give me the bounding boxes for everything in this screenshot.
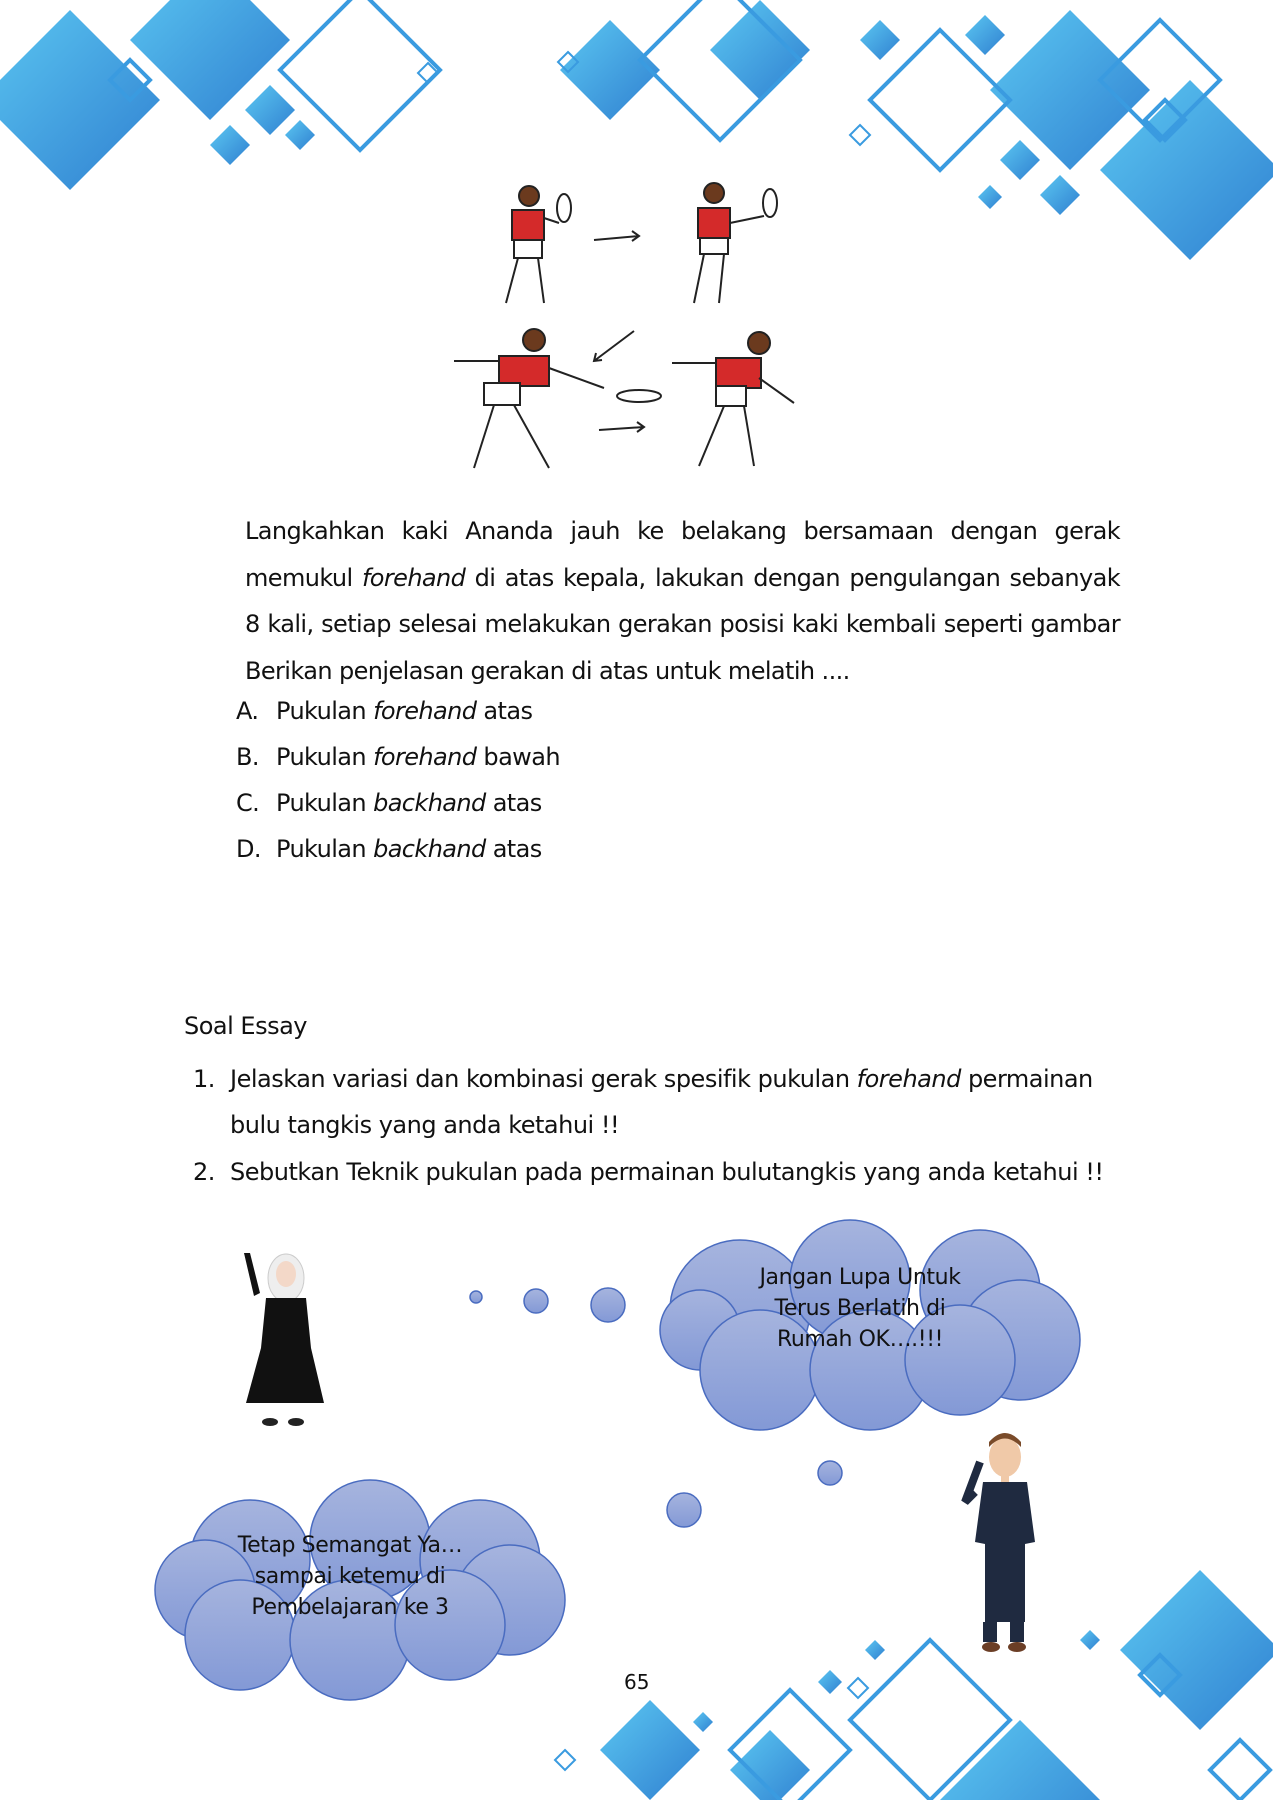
- cloud-left-text: [190, 1530, 510, 1623]
- page-number: 65: [624, 1670, 650, 1694]
- option-emphasis: backhand: [373, 835, 486, 863]
- girl-avatar: [236, 1248, 331, 1428]
- option-emphasis: backhand: [373, 789, 486, 817]
- essay-number: 1.: [193, 1065, 215, 1093]
- paragraph-text: di atas kepala, lakukan dengan pengulangan sebanyak 8 kali, setiap selesai melakukan gerakan posisi kaki kembali seperti gambar Berikan penjelasan gerakan di atas untuk melatih ....: [245, 563, 1120, 685]
- option-letter: C.: [236, 789, 260, 817]
- option-text: Pukulan: [276, 697, 374, 725]
- option-text: Pukulan: [276, 835, 374, 863]
- option-text: Pukulan: [276, 743, 374, 771]
- option-text: bawah: [476, 743, 560, 771]
- paragraph-text: Langkahkan kaki Ananda jauh ke belakang bersamaan dengan gerak memukul: [245, 517, 1120, 592]
- cloud-right-text: [700, 1262, 1020, 1355]
- option-letter: A.: [236, 697, 259, 725]
- cloud-line: Terus Berlatih di: [774, 1296, 946, 1321]
- cloud-line: Tetap Semangat Ya…: [237, 1533, 463, 1558]
- option-letter: B.: [236, 743, 259, 771]
- cloud-line: Jangan Lupa Untuk: [759, 1265, 961, 1290]
- essay-text: permainan: [960, 1065, 1093, 1093]
- option-text: atas: [485, 789, 542, 817]
- essay-text: Sebutkan Teknik pukulan pada permainan bulutangkis yang anda ketahui !!: [230, 1158, 1104, 1186]
- option-emphasis: forehand: [373, 697, 477, 725]
- option-text: atas: [485, 835, 542, 863]
- option-emphasis: forehand: [373, 743, 477, 771]
- paragraph-emphasis: forehand: [361, 563, 466, 592]
- essay-title: Soal Essay: [184, 1012, 308, 1040]
- option-letter: D.: [236, 835, 261, 863]
- cloud-line: sampai ketemu di: [254, 1564, 446, 1589]
- boy-avatar: [955, 1432, 1055, 1657]
- option-text: Pukulan: [276, 789, 374, 817]
- cloud-line: Rumah OK….!!!: [776, 1327, 944, 1352]
- essay-number: 2.: [193, 1158, 215, 1186]
- essay-emphasis: forehand: [856, 1065, 961, 1093]
- option-text: atas: [476, 697, 533, 725]
- cloud-line: Pembelajaran ke 3: [251, 1595, 449, 1620]
- essay-text: Jelaskan variasi dan kombinasi gerak spesifik pukulan: [230, 1065, 857, 1093]
- essay-item-1-line2: bulu tangkis yang anda ketahui !!: [230, 1111, 620, 1139]
